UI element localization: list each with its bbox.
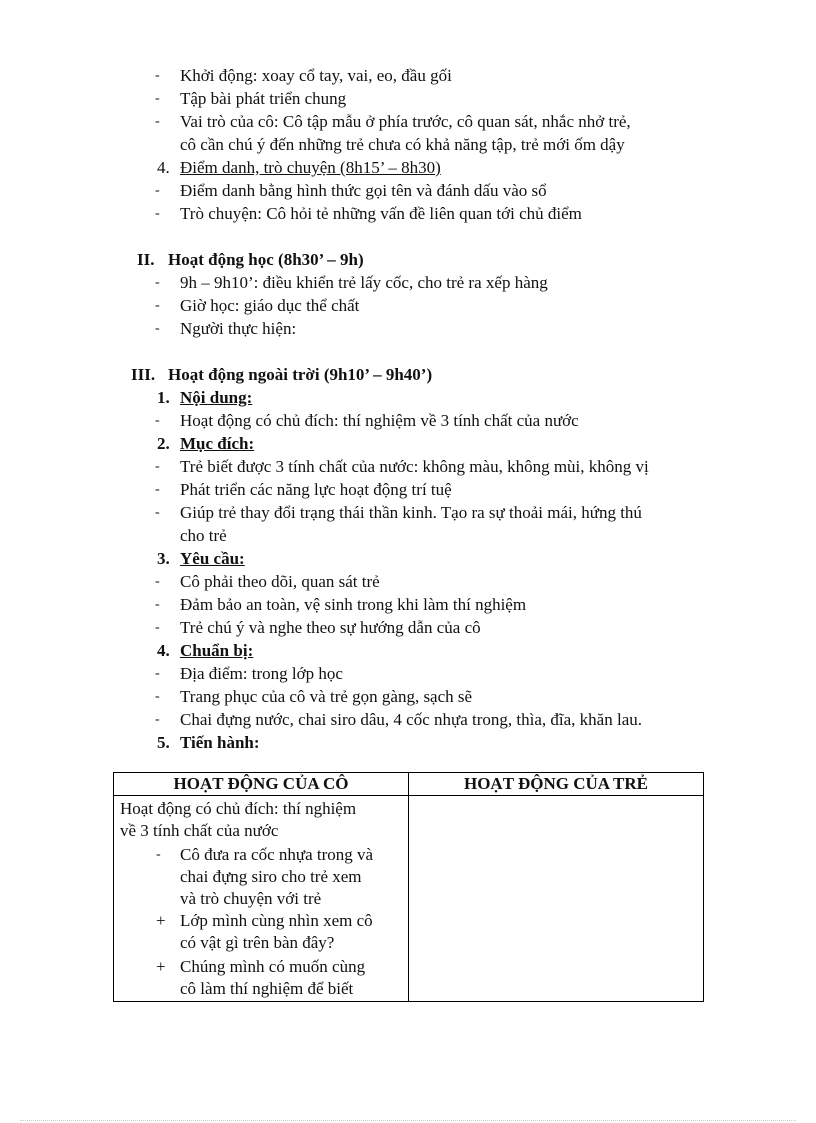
bullet-dash: - — [155, 183, 160, 198]
teacher-line: về 3 tính chất của nước — [120, 821, 279, 840]
preparation-heading: Chuẩn bị: — [180, 641, 254, 660]
roll-call-number: 4. — [157, 158, 170, 177]
content-item: Hoạt động có chủ đích: thí nghiệm về 3 tính chất của nước — [180, 411, 579, 430]
procedure-number: 5. — [157, 733, 170, 752]
teacher-line: và trò chuyện với trẻ — [180, 889, 322, 908]
bullet-dash: - — [155, 298, 160, 313]
teacher-line: Chúng mình có muốn cùng — [180, 957, 366, 976]
bullet-dash: - — [155, 505, 160, 520]
teacher-line: Cô đưa ra cốc nhựa trong và — [180, 845, 374, 864]
purpose-number: 2. — [157, 434, 170, 453]
requirements-heading: Yêu cầu: — [180, 549, 245, 568]
bullet-dash: - — [155, 275, 160, 290]
preparation-item: Trang phục của cô và trẻ gọn gàng, sạch sẽ — [180, 687, 473, 706]
child-activity-header: HOẠT ĐỘNG CỦA TRẺ — [409, 773, 704, 796]
purpose-heading: Mục đích: — [180, 434, 255, 453]
bullet-dash: - — [155, 321, 160, 336]
bullet-dash: - — [155, 712, 160, 727]
bullet-dash: - — [155, 413, 160, 428]
teacher-activity-cell — [114, 796, 409, 1002]
preparation-item: Địa điểm: trong lớp học — [180, 664, 343, 683]
teacher-activity-header: HOẠT ĐỘNG CỦA CÔ — [114, 773, 409, 796]
bullet-dash: - — [155, 91, 160, 106]
teacher-line: chai đựng siro cho trẻ xem — [180, 867, 362, 886]
requirements-item: Trẻ chú ý và nghe theo sự hướng dẫn của cô — [180, 618, 481, 637]
section-3-title: Hoạt động ngoài trời (9h10’ – 9h40’) — [168, 365, 433, 384]
bullet-plus: + — [156, 957, 166, 976]
section-2-title: Hoạt động học (8h30’ – 9h) — [168, 250, 364, 269]
bullet-plus: + — [156, 911, 166, 930]
roll-call-title: Điểm danh, trò chuyện (8h15’ – 8h30) — [180, 158, 441, 177]
teacher-line: Lớp mình cùng nhìn xem cô — [180, 911, 373, 930]
bullet-dash: - — [155, 620, 160, 635]
roll-call-item: Điểm danh bằng hình thức gọi tên và đánh dấu vào sổ — [180, 181, 547, 200]
warmup-continuation: cô cần chú ý đến những trẻ chưa có khả năng tập, trẻ mới ốm dậy — [180, 135, 625, 154]
bullet-dash: - — [155, 597, 160, 612]
activity-table — [113, 772, 704, 1002]
section-2-item: 9h – 9h10’: điều khiển trẻ lấy cốc, cho trẻ ra xếp hàng — [180, 273, 548, 292]
section-2-item: Người thực hiện: — [180, 319, 297, 338]
child-activity-cell — [409, 796, 704, 1002]
bullet-dash: - — [155, 482, 160, 497]
roll-call-item: Trò chuyện: Cô hỏi tẻ những vấn đề liên quan tới chủ điểm — [180, 204, 582, 223]
requirements-item: Đảm bảo an toàn, vệ sinh trong khi làm thí nghiệm — [180, 595, 527, 614]
procedure-heading: Tiến hành: — [180, 733, 260, 752]
warmup-item: Tập bài phát triển chung — [180, 89, 347, 108]
bullet-dash: - — [155, 666, 160, 681]
section-2-numeral: II. — [137, 250, 155, 269]
section-2-item: Giờ học: giáo dục thể chất — [180, 296, 360, 315]
teacher-line: có vật gì trên bàn đây? — [180, 933, 335, 952]
page-edge — [20, 1120, 796, 1121]
bullet-dash: - — [156, 847, 161, 862]
requirements-number: 3. — [157, 549, 170, 568]
purpose-item: Giúp trẻ thay đổi trạng thái thần kinh. Tạo ra sự thoải mái, hứng thú — [180, 503, 642, 522]
bullet-dash: - — [155, 459, 160, 474]
purpose-item: Trẻ biết được 3 tính chất của nước: không màu, không mùi, không vị — [180, 457, 649, 476]
bullet-dash: - — [155, 206, 160, 221]
purpose-item: Phát triển các năng lực hoạt động trí tuệ — [180, 480, 452, 499]
preparation-item: Chai đựng nước, chai siro dâu, 4 cốc nhựa trong, thìa, đĩa, khăn lau. — [180, 710, 642, 729]
teacher-line: Hoạt động có chủ đích: thí nghiệm — [120, 799, 357, 818]
bullet-dash: - — [155, 114, 160, 129]
preparation-number: 4. — [157, 641, 170, 660]
teacher-line: cô làm thí nghiệm để biết — [180, 979, 354, 998]
warmup-item: Khởi động: xoay cổ tay, vai, eo, đầu gối — [180, 66, 452, 85]
requirements-item: Cô phải theo dõi, quan sát trẻ — [180, 572, 380, 591]
section-3-numeral: III. — [131, 365, 156, 384]
bullet-dash: - — [155, 68, 160, 83]
purpose-continuation: cho trẻ — [180, 526, 227, 545]
bullet-dash: - — [155, 689, 160, 704]
content-number: 1. — [157, 388, 170, 407]
content-heading: Nội dung: — [180, 388, 253, 407]
bullet-dash: - — [155, 574, 160, 589]
warmup-item: Vai trò của cô: Cô tập mẫu ở phía trước, cô quan sát, nhắc nhở trẻ, — [180, 112, 631, 131]
